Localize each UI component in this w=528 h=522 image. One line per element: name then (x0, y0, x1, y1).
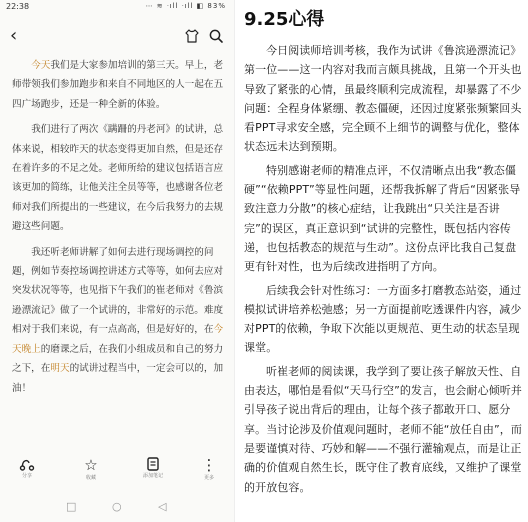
app-header (0, 24, 234, 50)
paragraph: 特别感谢老师的精准点评，不仅清晰点出我“教态僵硬”“依赖PPT”等显性问题，还帮我拆解了背后“因紧张导致注意力分散”的核心症结，让我跳出“只关注是否讲完”的误区，真正意识到“试讲的完整性，既包括内容传递，也包括教态的规范与生动”。这份点评比我自己复盘更有针对性，也为后续改进指明了方向。 (244, 163, 521, 274)
back-icon[interactable]: ‹ (10, 25, 18, 46)
paragraph: 后续我会针对性练习：一方面多打磨教态站姿，通过模拟试讲培养松弛感；另一方面提前吃透课件内容，减少对PPT的依赖，争取下次能以更规范、更生动的状态呈现课堂。 (244, 283, 522, 355)
status-bar (0, 0, 234, 14)
favorite-label: 收藏 (85, 475, 96, 481)
square-icon[interactable]: □ (66, 500, 77, 513)
share-icon (19, 456, 35, 472)
handwritten-text: 我们是大家参加培训的第三天。早上，老师带领我们参加跑步和来自不同地区的人一起在五四广场跑步，还是一种全新的体验。 (12, 60, 224, 110)
handwritten-paragraph (12, 56, 224, 114)
paragraph: 听崔老师的阅读课，我学到了要让孩子解放天性、自由表达，哪怕是看似“天马行空”的发言，也会耐心倾听并引导孩子说出背后的理由，让每个孩子都敢开口、愿分享。当讨论涉及价值观问题时，老师不能“放任自由”，而是要谨慎对待、巧妙和解——不强行灌输观点，而是让正确的价值观自然生长，既守住了教育底线，又维护了课堂的开放包容。 (244, 364, 522, 494)
handwritten-paragraph (12, 243, 224, 398)
handwritten-text: 我还听老师讲解了如何去进行现场调控的问题，例如节奏控场调控讲述方式等等，如何去应对突发状况等等，也见指下午我们的崔老师对《鲁滨逊漂流记》做了一个试讲的，非常好的示范。难度相对于我们来说，有一点高高，但是好好的，在 (12, 246, 224, 336)
triangle-back-icon[interactable]: ◁ (158, 500, 167, 513)
typed-document (244, 8, 522, 501)
document-title: 9.25心得 (244, 9, 325, 30)
circle-icon[interactable]: ○ (112, 500, 122, 513)
star-icon: ☆ (84, 456, 98, 474)
bottom-toolbar (0, 456, 234, 492)
add-note-label: 添加笔记 (142, 473, 163, 479)
share-label: 分享 (21, 473, 32, 479)
share-button[interactable] (12, 456, 42, 480)
add-note-button[interactable] (138, 456, 168, 480)
highlighted-text: 今天晚上 (12, 324, 224, 355)
highlighted-text: 明天 (50, 363, 70, 375)
more-icon: ⋮ (201, 456, 217, 474)
phone-screenshot (0, 0, 235, 522)
more-button[interactable] (194, 456, 224, 482)
handwritten-text: 我们进行了两次《蹒跚的丹老河》的试讲，总体来说，相较昨天的状态变得更加自然，但是还存在着许多的不足之处。老师所给的建议包括语言应该更加的简练，让他关注全员等等，也感谢各位老师对我们所提出的一些建议，在今后我努力的去规避这些问题。 (12, 124, 224, 233)
handwritten-text: 的试讲过程当中，一定会可以的，加油！ (12, 363, 224, 394)
handwritten-note (12, 56, 224, 404)
shirt-icon[interactable] (184, 28, 200, 44)
search-icon[interactable] (208, 28, 224, 44)
handwritten-text: 的磨课之后，在我们小组成员和自己的努力之下，在 (12, 343, 224, 375)
status-time: 22:38 (6, 2, 30, 11)
more-label: 更多 (203, 475, 214, 481)
favorite-button[interactable] (76, 456, 106, 482)
status-icons: ⋯ ≋ ᐧıll ᐧıll ◧ 83% (145, 2, 226, 10)
system-nav-bar (0, 496, 234, 518)
note-icon (145, 456, 161, 472)
handwritten-paragraph (12, 120, 224, 236)
paragraph: 今日阅读师培训考核，我作为试讲《鲁滨逊漂流记》第一位——这一内容对我而言颇具挑战，且第一个开头也导致了紧张的心情，虽最终顺利完成流程，却暴露了不少问题：全程身体紧绷、教态僵硬，还因过度紧张频繁回头看PPT寻求安全感，完全顾不上细节的调整与优化，整体状态远未达到预期。 (244, 44, 522, 154)
highlighted-text: 今天 (31, 60, 51, 71)
